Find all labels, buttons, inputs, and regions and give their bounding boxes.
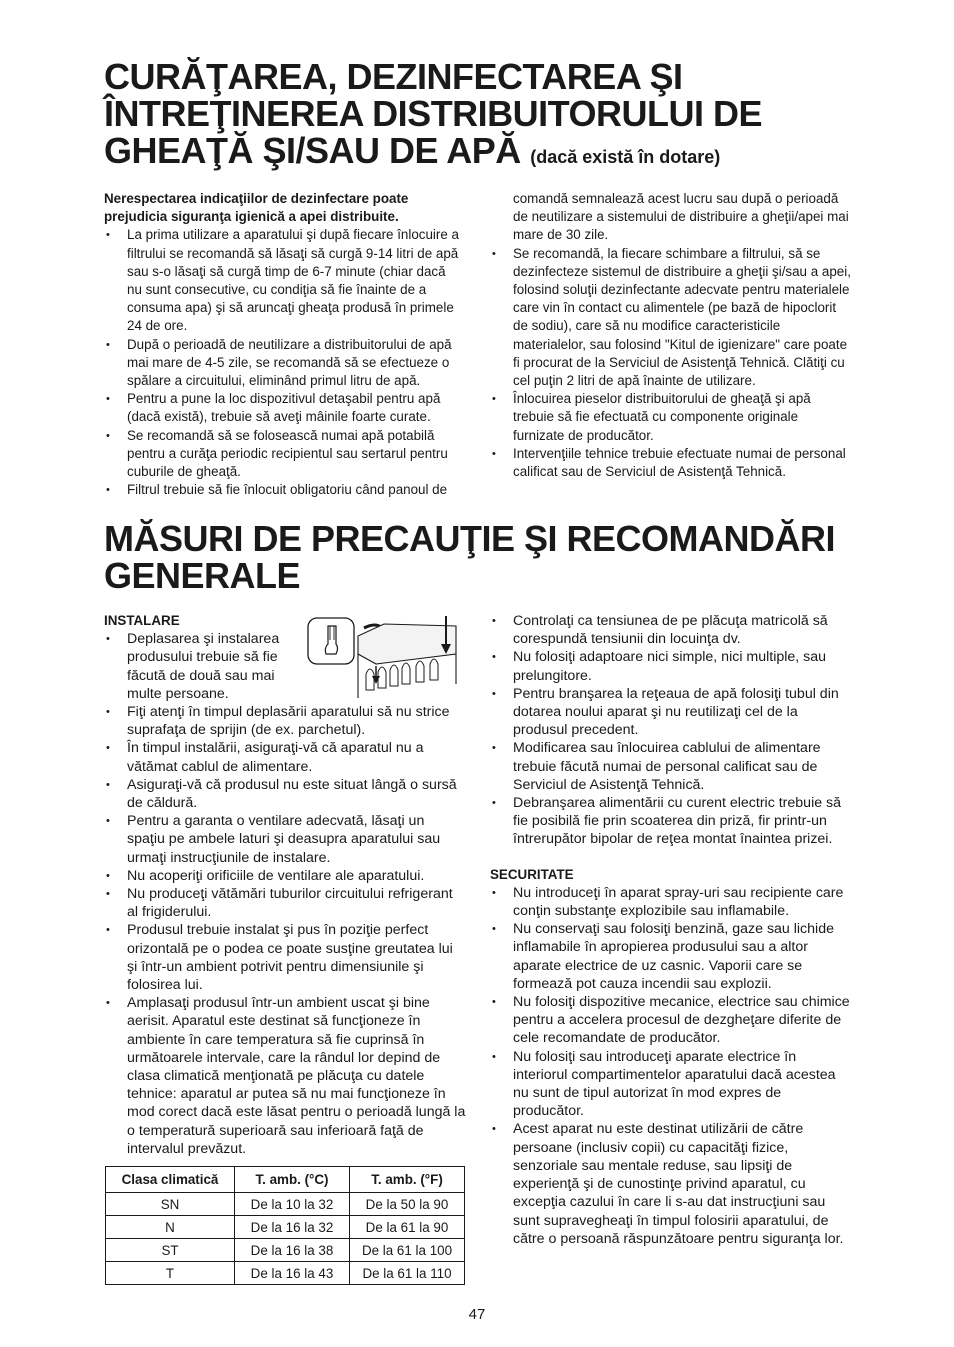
page-number: 47	[468, 1306, 486, 1323]
list-item: • Intervenţiile tehnice trebuie efectuate numai de personal calificat sau de Serviciul de Asistenţă Tehnică.	[490, 445, 852, 481]
list-item: • Se recomandă să se folosească numai apă potabilă pentru a curăţa periodic recipientul sau sertarul pentru cuburile de gheaţă.	[104, 427, 460, 482]
table-cell: N	[106, 1216, 235, 1239]
security-bullet-list	[490, 884, 852, 1248]
table-cell: De la 50 la 90	[350, 1193, 465, 1216]
table-cell: De la 61 la 90	[350, 1216, 465, 1239]
list-item: • Pentru a pune la loc dispozitivul detaşabil pentru apă (dacă există), trebuie să aveţi mâinile foarte curate.	[104, 390, 460, 426]
section-1-column-left	[104, 190, 460, 499]
section-1-column-right	[490, 190, 852, 481]
table-row	[106, 1262, 465, 1285]
list-item: • Se recomandă, la fiecare schimbare a filtrului, să se dezinfecteze sistemul de distribuire a gheţii şi/sau a apei, folosind soluţii dezinfectante adecvate pentru materialele care vin în contact cu alimentele (pe bază de hipoclorit de sodiu), care să nu modifice caracteristicile materialelor, sau folosind "Kitul de igienizare" care poate fi procurat de la Serviciul de Asistenţă Tehnică. Clătiţi cu cel puţin 2 litri de apă înainte de utilizare.	[490, 245, 852, 391]
list-item: • Pentru branşarea la reţeaua de apă folosiţi tubul din dotarea noului aparat şi nu reutilizaţi cel de la produsul precedent.	[490, 685, 852, 740]
list-item: • Filtrul trebuie să fie înlocuit obligatoriu când panoul de	[104, 481, 460, 499]
installation-illustration	[306, 614, 464, 698]
table-row	[106, 1193, 465, 1216]
table-cell: De la 16 la 38	[235, 1239, 350, 1262]
list-item: • Modificarea sau înlocuirea cablului de alimentare trebuie făcută numai de personal calificat sau de Serviciul de Asistenţă Tehnică.	[490, 739, 852, 794]
list-item: • Nu introduceţi în aparat spray-uri sau recipiente care conţin substanţe explozibile sau inflamabile.	[490, 884, 852, 920]
list-item: • Pentru a garanta o ventilare adecvată, lăsaţi un spaţiu pe ambele laturi şi deasupra aparatului sau urmaţi instrucţiunile de instalare.	[104, 812, 466, 867]
list-item: • Nu folosiţi dispozitive mecanice, electrice sau chimice pentru a accelera procesul de dezgheţare diferite de cele recomandate de producător.	[490, 993, 852, 1048]
section-1-title	[104, 58, 864, 176]
table-header-cell: Clasa climatică	[106, 1167, 235, 1193]
table-row	[106, 1239, 465, 1262]
table-row	[106, 1216, 465, 1239]
section-1-subtitle: (dacă există în dotare)	[530, 147, 721, 167]
list-item: • Nu produceţi vătămări tuburilor circuitului refrigerant al frigiderului.	[104, 885, 466, 921]
security-heading: SECURITATE	[490, 866, 574, 882]
list-item: • Controlaţi ca tensiunea de pe plăcuţa matricolă să corespundă tensiunii din locuinţa dv.	[490, 612, 852, 648]
list-item: • După o perioadă de neutilizare a distribuitorului de apă mai mare de 4-5 zile, se recomandă să se efectueze o spălare a circuitului, eliminând primul litru de apă.	[104, 336, 460, 391]
table-header-row	[106, 1167, 465, 1193]
disinfection-warning: Nerespectarea indicaţiilor de dezinfectare poate prejudicia siguranţa igienică a apei distribuite.	[104, 191, 409, 225]
list-item-continuation: comandă semnalează acest lucru sau după o perioadă de neutilizare a sistemului de distribuire a gheţii/apei mai mare de 30 zile.	[513, 191, 849, 243]
section-2-column-right	[490, 612, 852, 1248]
table-cell: De la 16 la 43	[235, 1262, 350, 1285]
table-cell: De la 61 la 100	[350, 1239, 465, 1262]
table-cell: De la 61 la 110	[350, 1262, 465, 1285]
list-item: • Nu acoperiţi orificiile de ventilare ale aparatului.	[104, 867, 466, 885]
list-item: • Nu folosiţi sau introduceţi aparate electrice în interiorul compartimentelor aparatului dacă acestea nu sunt de tipul autorizat în mod expres de producător.	[490, 1048, 852, 1121]
table-header-cell: T. amb. (°F)	[350, 1167, 465, 1193]
list-item: • În timpul instalării, asiguraţi-vă că aparatul nu a vătămat cablul de alimentare.	[104, 739, 466, 775]
table-cell: SN	[106, 1193, 235, 1216]
list-item: • La prima utilizare a aparatului şi după fiecare înlocuire a filtrului se recomandă să lăsaţi să curgă 9-14 litri de apă sau s-o lăsaţi să curgă timp de 6-7 minute (chiar dacă nu sunt consecutive, cu condiţia să fie înainte de a consuma apa) şi să aruncaţi gheaţa produsă în primele 24 de ore.	[104, 226, 460, 335]
list-item: • Nu conservaţi sau folosiţi benzină, gaze sau lichide inflamabile în apropierea produsului sau a altor aparate electrice de uz casnic. Vaporii care se formează pot cauza incendii sau explozii.	[490, 920, 852, 993]
electrical-bullet-list	[490, 612, 852, 849]
list-item: • Amplasaţi produsul într-un ambient uscat şi bine aerisit. Aparatul este destinat să funcţioneze în ambiente în care temperatura să fie cuprinsă în următoarele intervale, care la rândul lor depind de clasa climatică menţionată pe plăcuţa cu datele tehnice: aparatul ar putea să nu mai funcţioneze în mod corect dacă este lăsat pentru o perioadă lungă la o temperatură superioară sau inferioară faţă de intervalul prevăzut.	[104, 994, 466, 1158]
install-heading: INSTALARE	[104, 613, 180, 628]
list-item: • Debranşarea alimentării cu curent electric trebuie să fie posibilă fie prin scoaterea din priză, fir printr-un întrerupător bipolar de reţea montat înaintea prizei.	[490, 794, 852, 849]
table-cell: ST	[106, 1239, 235, 1262]
section-2-title: MĂSURI DE PRECAUŢIE ŞI RECOMANDĂRI GENERALE	[104, 518, 836, 596]
section-1-title-text: CURĂŢAREA, DEZINFECTAREA ŞI ÎNTREŢINEREA DISTRIBUITORULUI DE GHEAŢĂ ŞI/SAU DE APĂ	[104, 56, 763, 171]
list-item: • Înlocuirea pieselor distribuitorului de gheaţă şi apă trebuie să fie efectuată cu componente originale furnizate de producător.	[490, 390, 852, 445]
table-cell: De la 16 la 32	[235, 1216, 350, 1239]
climate-class-table	[105, 1166, 465, 1285]
table-cell: T	[106, 1262, 235, 1285]
list-item: • Asiguraţi-vă că produsul nu este situat lângă o sursă de căldură.	[104, 776, 466, 812]
table-header-cell: T. amb. (°C)	[235, 1167, 350, 1193]
install-bullet-list	[104, 630, 466, 1158]
list-item: • Produsul trebuie instalat şi pus în poziţie perfect orizontală pe o podea ce poate susţine greutatea lui şi într-un ambient potrivit pentru dimensiunile şi folosirea lui.	[104, 921, 466, 994]
section-1-bullet-list-right	[490, 190, 852, 481]
list-item: • Nu folosiţi adaptoare nici simple, nici multiple, sau prelungitore.	[490, 648, 852, 684]
spacer	[490, 849, 852, 866]
table-cell: De la 10 la 32	[235, 1193, 350, 1216]
section-1-bullet-list-left	[104, 226, 460, 499]
list-item: • Deplasarea şi instalarea produsului trebuie să fie făcută de două sau mai multe persoane.	[104, 630, 466, 703]
list-item: • Fiţi atenţi în timpul deplasării aparatului să nu strice suprafaţa de sprijin (de ex. parchetul).	[104, 703, 466, 739]
list-item: • Acest aparat nu este destinat utilizării de către persoane (inclusiv copii) cu capacităţi fizice, senzoriale sau mentale reduse, sau lipsiţi de experienţă şi de cunostinţe privind aparatul, cu excepţia cazului în care li s-au dat instrucţiuni sau sunt supravegheaţi în timpul folosirii aparatului, de către o persoană răspunzătoare pentru siguranţa lor.	[490, 1120, 852, 1247]
